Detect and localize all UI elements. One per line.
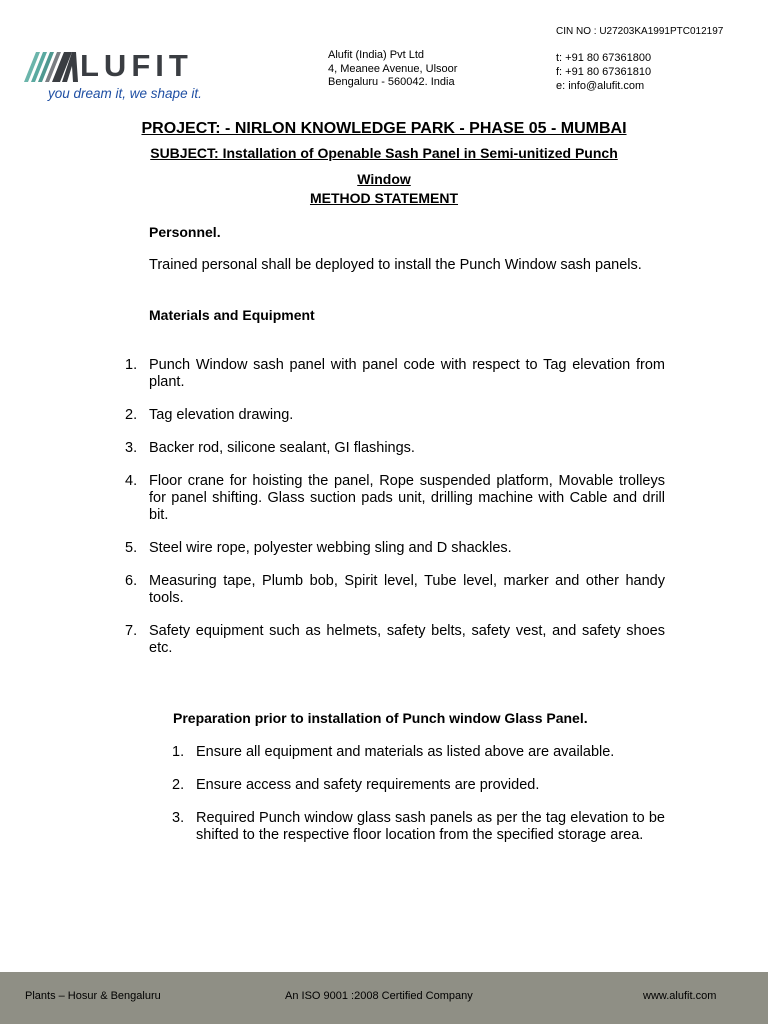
list-item: 4. Floor crane for hoisting the panel, Rope suspended platform, Movable trolleys for panel shifting. Glass suction pads unit, drilling machine with Cable and drill bit. bbox=[125, 473, 665, 523]
fax-line: f: +91 80 67361810 bbox=[556, 66, 652, 78]
footer-website[interactable]: www.alufit.com bbox=[643, 990, 717, 1002]
address-line: Bengaluru - 560042. India bbox=[328, 76, 455, 88]
list-item: 6. Measuring tape, Plumb bob, Spirit level, Tube level, marker and other handy tools. bbox=[125, 573, 665, 606]
subject-title: SUBJECT: Installation of Openable Sash Panel in Semi-unitized Punch Window bbox=[150, 145, 618, 187]
logo-tagline: you dream it, we shape it. bbox=[48, 86, 202, 101]
company-logo bbox=[22, 48, 212, 108]
footer-plants: Plants – Hosur & Bengaluru bbox=[25, 990, 161, 1002]
logo-wordmark: LUFIT bbox=[80, 48, 193, 83]
list-item: 1. Punch Window sash panel with panel code with respect to Tag elevation from plant. bbox=[125, 357, 665, 390]
address-line: 4, Meanee Avenue, Ulsoor bbox=[328, 62, 458, 75]
footer-iso: An ISO 9001 :2008 Certified Company bbox=[285, 990, 473, 1002]
project-title: PROJECT: - NIRLON KNOWLEDGE PARK - PHASE 05 - MUMBAI bbox=[141, 120, 627, 137]
list-item: 1. Ensure all equipment and materials as listed above are available. bbox=[172, 744, 615, 760]
materials-heading: Materials and Equipment bbox=[149, 307, 315, 323]
email-line: e: info@alufit.com bbox=[556, 80, 645, 92]
personnel-heading: Personnel. bbox=[149, 224, 221, 240]
preparation-list bbox=[172, 744, 665, 860]
list-item: 2. Ensure access and safety requirements are provided. bbox=[172, 777, 540, 793]
company-contact bbox=[556, 51, 651, 93]
logo-stripes-icon bbox=[22, 48, 82, 84]
list-item: 3. Required Punch window glass sash panels as per the tag elevation to be shifted to the respective floor location from the specified storage area. bbox=[172, 810, 665, 843]
list-item: 3. Backer rod, silicone sealant, GI flashings. bbox=[125, 440, 415, 456]
company-address bbox=[328, 49, 457, 90]
list-item: 7. Safety equipment such as helmets, safety belts, safety vest, and safety shoes etc. bbox=[125, 623, 665, 656]
list-item: 5. Steel wire rope, polyester webbing sling and D shackles. bbox=[125, 540, 512, 556]
list-item: 2. Tag elevation drawing. bbox=[125, 407, 294, 423]
address-line: Alufit (India) Pvt Ltd bbox=[328, 49, 424, 61]
preparation-heading: Preparation prior to installation of Punch window Glass Panel. bbox=[173, 710, 588, 726]
phone-line: t: +91 80 67361800 bbox=[556, 52, 652, 64]
materials-list bbox=[125, 357, 665, 673]
personnel-text: Trained personal shall be deployed to install the Punch Window sash panels. bbox=[149, 257, 642, 273]
cin-number: CIN NO : U27203KA1991PTC012197 bbox=[556, 26, 724, 37]
method-statement-heading: METHOD STATEMENT bbox=[309, 190, 459, 206]
